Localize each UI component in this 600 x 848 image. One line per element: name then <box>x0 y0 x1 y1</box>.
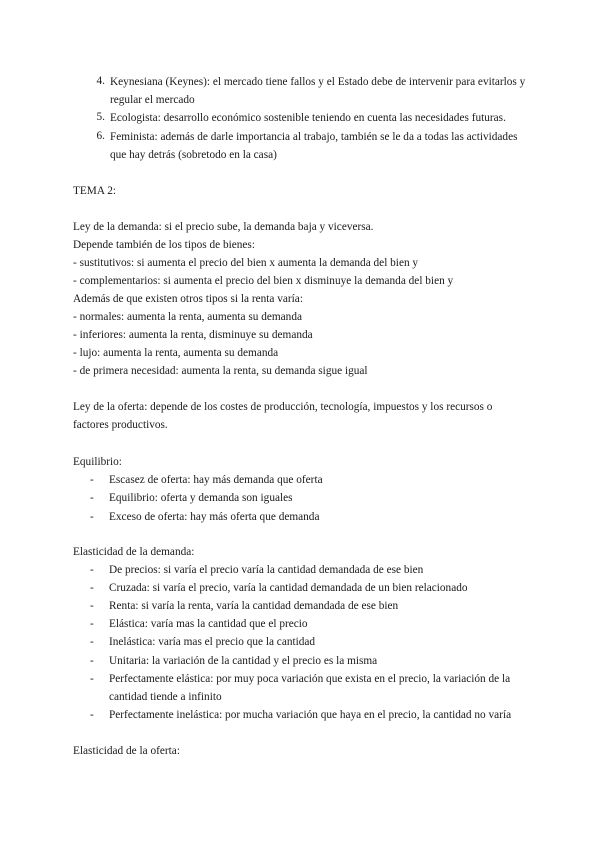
bullet-dash: - <box>90 636 94 648</box>
section-heading: Elasticidad de la oferta: <box>73 745 180 757</box>
bullet-dash: - <box>90 564 94 576</box>
list-item-text: Ecologista: desarrollo económico sostenible teniendo en cuenta las necesidades futuras. <box>110 112 506 124</box>
bullet-item-continuation: cantidad tiende a infinito <box>109 691 222 703</box>
bullet-dash: - <box>90 618 94 630</box>
bullet-item: Cruzada: si varía el precio, varía la cantidad demandada de un bien relacionado <box>109 582 468 594</box>
bullet-item: Renta: si varía la renta, varía la cantidad demandada de ese bien <box>109 600 399 612</box>
list-item-text: regular el mercado <box>110 94 195 106</box>
bullet-dash: - <box>90 600 94 612</box>
paragraph-line: - lujo: aumenta la renta, aumenta su demanda <box>73 347 279 359</box>
bullet-dash: - <box>90 511 94 523</box>
bullet-dash: - <box>90 582 94 594</box>
bullet-dash: - <box>90 655 94 667</box>
paragraph-line: Ley de la oferta: depende de los costes de producción, tecnología, impuestos y los recursos o <box>73 401 493 413</box>
bullet-item: Inelástica: varía mas el precio que la cantidad <box>109 636 316 648</box>
bullet-item: Equilibrio: oferta y demanda son iguales <box>109 492 293 504</box>
paragraph-line: Ley de la demanda: si el precio sube, la demanda baja y viceversa. <box>73 221 374 233</box>
section-heading: Elasticidad de la demanda: <box>73 546 195 558</box>
list-item-text: Keynesiana (Keynes): el mercado tiene fallos y el Estado debe de intervenir para evitarlos y <box>110 76 526 88</box>
paragraph-line: Depende también de los tipos de bienes: <box>73 239 255 251</box>
list-number: 4. <box>96 75 105 87</box>
paragraph-line: factores productivos. <box>73 419 168 431</box>
bullet-item: Elástica: varía mas la cantidad que el precio <box>109 618 308 630</box>
bullet-item: Escasez de oferta: hay más demanda que oferta <box>109 474 323 486</box>
bullet-dash: - <box>90 474 94 486</box>
bullet-item: Unitaria: la variación de la cantidad y el precio es la misma <box>109 655 378 667</box>
list-number: 5. <box>96 111 105 123</box>
bullet-dash: - <box>90 492 94 504</box>
bullet-item: De precios: si varía el precio varía la cantidad demandada de ese bien <box>109 564 424 576</box>
list-item-text: Feminista: además de darle importancia al trabajo, también se le da a todas las actividades <box>110 131 518 143</box>
list-number: 6. <box>96 130 105 142</box>
paragraph-line: - complementarios: si aumenta el precio del bien x disminuye la demanda del bien y <box>73 275 454 287</box>
paragraph-line: - sustitutivos: si aumenta el precio del bien x aumenta la demanda del bien y <box>73 257 419 269</box>
bullet-item: Perfectamente elástica: por muy poca variación que exista en el precio, la variación de la <box>109 673 511 685</box>
paragraph-line: - de primera necesidad: aumenta la renta, su demanda sigue igual <box>73 365 368 377</box>
list-item-text: que hay detrás (sobretodo en la casa) <box>110 149 277 161</box>
section-heading: Equilibrio: <box>73 456 122 468</box>
section-heading: TEMA 2: <box>73 185 116 197</box>
bullet-item: Exceso de oferta: hay más oferta que demanda <box>109 511 320 523</box>
paragraph-line: - inferiores: aumenta la renta, disminuye su demanda <box>73 329 313 341</box>
bullet-item: Perfectamente inelástica: por mucha variación que haya en el precio, la cantidad no varía <box>109 709 512 721</box>
bullet-dash: - <box>90 709 94 721</box>
bullet-dash: - <box>90 673 94 685</box>
paragraph-line: Además de que existen otros tipos si la renta varía: <box>73 293 303 305</box>
paragraph-line: - normales: aumenta la renta, aumenta su demanda <box>73 311 302 323</box>
